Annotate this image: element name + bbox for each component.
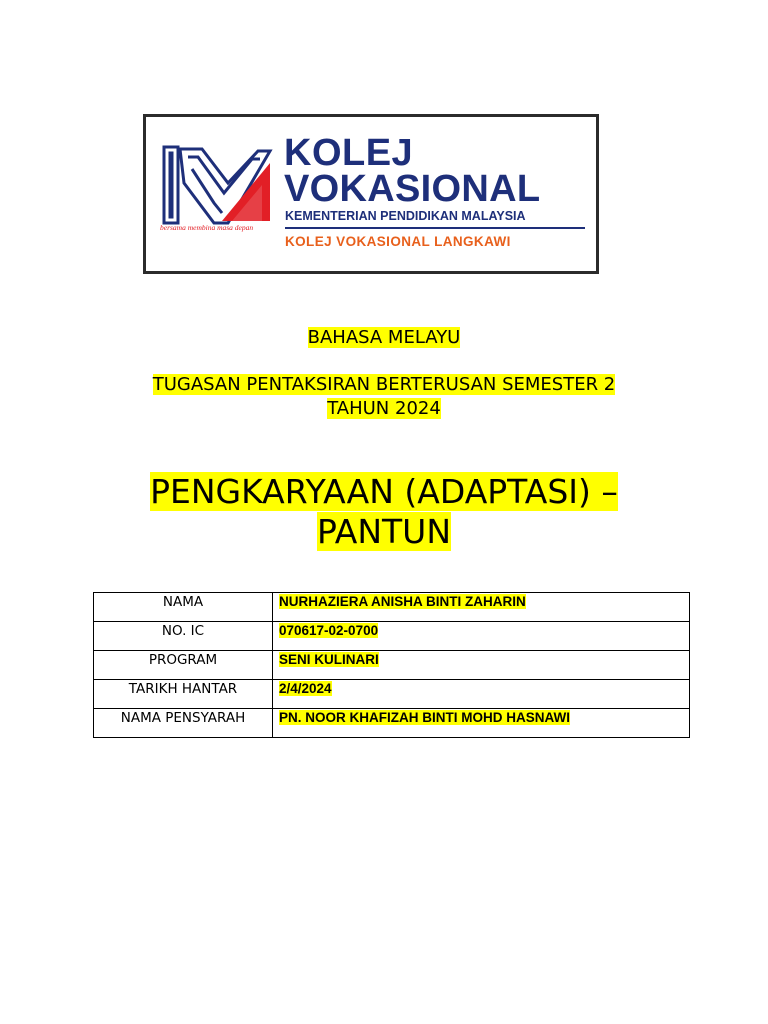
lecturer-name: PN. NOOR KHAFIZAH BINTI MOHD HASNAWI [279, 710, 570, 725]
table-row [94, 622, 690, 651]
logo-tagline: bersama membina masa depan [160, 223, 254, 232]
logo-text-kolej: KOLEJ [284, 132, 414, 174]
program-name: SENI KULINARI [279, 652, 379, 667]
student-info-table [93, 592, 690, 738]
row-label: TARIKH HANTAR [94, 680, 273, 709]
row-value [273, 680, 690, 709]
row-value [273, 709, 690, 738]
row-label: NAMA [94, 593, 273, 622]
table-row [94, 709, 690, 738]
logo-text-campus: KOLEJ VOKASIONAL LANGKAWI [285, 234, 511, 249]
submission-date: 2/4/2024 [279, 681, 332, 696]
logo-frame [143, 114, 599, 274]
student-name: NURHAZIERA ANISHA BINTI ZAHARIN [279, 594, 526, 609]
table-row [94, 651, 690, 680]
task-line-2: TAHUN 2024 [327, 398, 441, 419]
task-heading [0, 373, 768, 421]
logo-divider [285, 227, 585, 229]
row-label: NAMA PENSYARAH [94, 709, 273, 738]
row-label: NO. IC [94, 622, 273, 651]
logo-text-vokasional: VOKASIONAL [284, 168, 541, 210]
title-line-1: PENGKARYAAN (ADAPTASI) – [150, 472, 618, 511]
subject-heading [0, 327, 768, 349]
subject-text: BAHASA MELAYU [307, 327, 461, 348]
row-label: PROGRAM [94, 651, 273, 680]
document-title [0, 472, 768, 552]
table-row [94, 593, 690, 622]
logo-text-ministry: KEMENTERIAN PENDIDIKAN MALAYSIA [285, 209, 526, 223]
row-value [273, 651, 690, 680]
task-line-1: TUGASAN PENTAKSIRAN BERTERUSAN SEMESTER 2 [152, 374, 616, 395]
row-value [273, 593, 690, 622]
ic-number: 070617-02-0700 [279, 623, 379, 638]
row-value [273, 622, 690, 651]
title-line-2: PANTUN [316, 512, 452, 551]
table-row [94, 680, 690, 709]
college-logo [124, 108, 606, 286]
kv-emblem-icon [162, 143, 274, 233]
